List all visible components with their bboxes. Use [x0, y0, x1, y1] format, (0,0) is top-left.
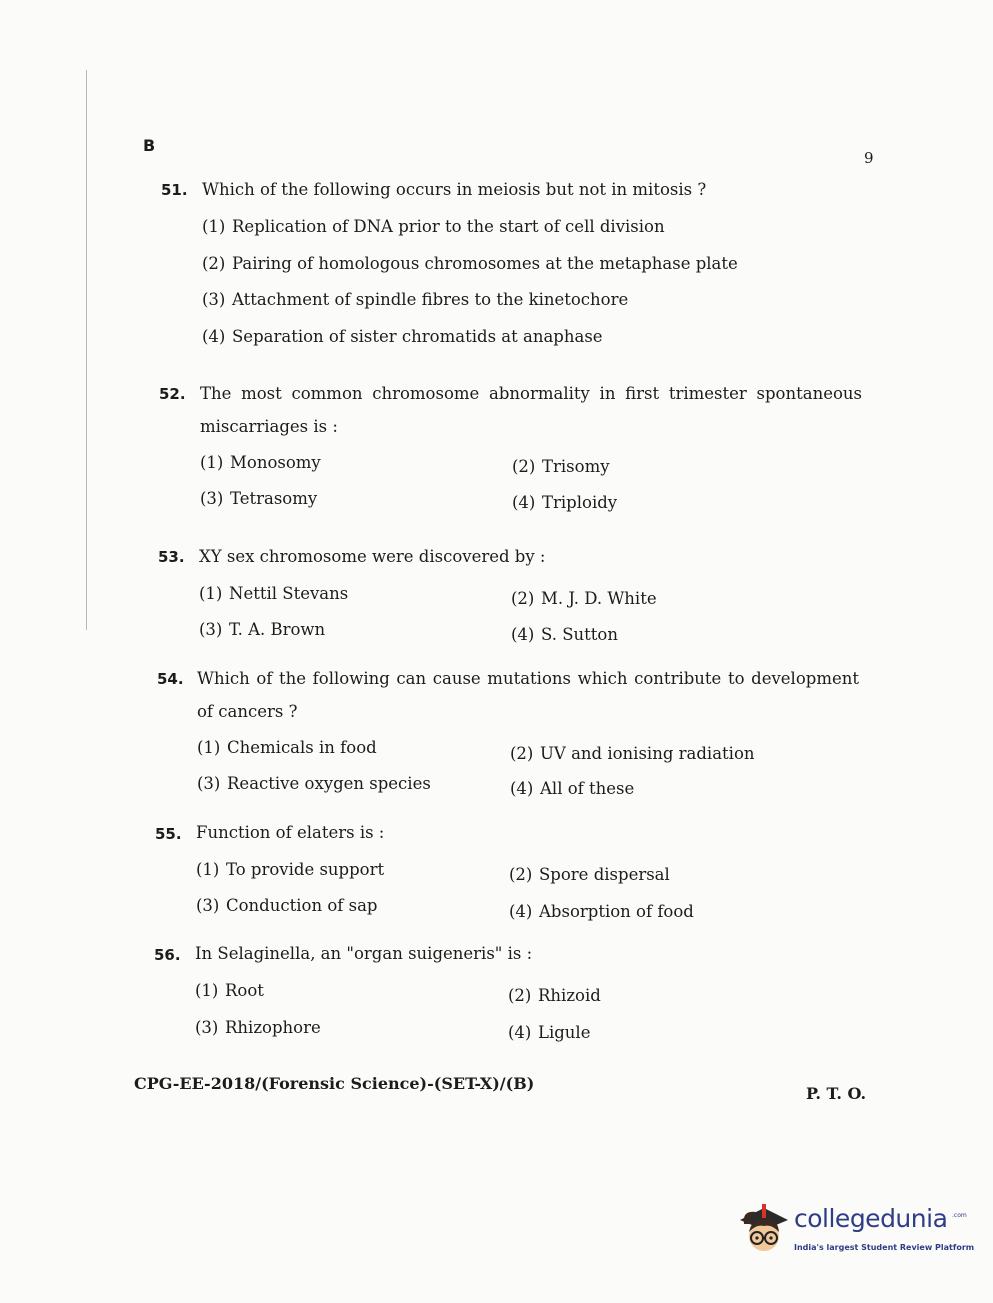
option-number: (3)	[195, 1018, 219, 1037]
option-4	[510, 779, 634, 798]
option-text: Absorption of food	[539, 902, 694, 921]
option-number: (1)	[199, 584, 223, 603]
option-2	[510, 744, 755, 763]
option-3	[199, 620, 325, 639]
option-1	[197, 738, 377, 757]
option-text: Chemicals in food	[227, 738, 377, 757]
page-number: 9	[864, 149, 874, 167]
option-1	[202, 217, 665, 236]
option-number: (1)	[202, 217, 226, 236]
option-text: Rhizoid	[538, 986, 601, 1005]
exam-code: CPG-EE-2018/(Forensic Science)-(SET-X)/(B)	[134, 1074, 535, 1093]
option-number: (3)	[199, 620, 223, 639]
option-number: (2)	[512, 457, 536, 476]
option-text: Separation of sister chromatids at anaphase	[232, 327, 603, 346]
logo-wordmark: collegedunia	[794, 1204, 948, 1233]
option-2	[508, 986, 601, 1005]
option-text: Spore dispersal	[539, 865, 670, 884]
question-number: 51.	[161, 181, 188, 199]
option-4	[512, 493, 617, 512]
option-text: Trisomy	[542, 457, 610, 476]
option-3	[197, 774, 431, 793]
question-number: 54.	[157, 670, 184, 688]
question-text: Which of the following can cause mutations which contribute to development of cancers ?	[197, 669, 859, 721]
option-number: (2)	[508, 986, 532, 1005]
option-text: Triploidy	[542, 493, 618, 512]
question-text: In Selaginella, an "organ suigeneris" is :	[195, 944, 533, 963]
option-text: Tetrasomy	[230, 489, 318, 508]
option-4	[511, 625, 618, 644]
option-text: UV and ionising radiation	[540, 744, 755, 763]
option-number: (2)	[509, 865, 533, 884]
question-text: Function of elaters is :	[196, 823, 385, 842]
option-number: (1)	[200, 453, 224, 472]
logo-tagline: India's largest Student Review Platform	[794, 1243, 975, 1252]
set-letter: B	[143, 136, 156, 155]
option-text: Rhizophore	[225, 1018, 321, 1037]
option-number: (1)	[197, 738, 221, 757]
option-text: Replication of DNA prior to the start of cell division	[232, 217, 665, 236]
option-text: Pairing of homologous chromosomes at the metaphase plate	[232, 254, 738, 273]
option-text: Nettil Stevans	[229, 584, 349, 603]
option-number: (2)	[202, 254, 226, 273]
option-text: Monosomy	[230, 453, 321, 472]
option-4	[509, 902, 694, 921]
question-number: 55.	[155, 825, 182, 843]
option-3	[200, 489, 317, 508]
option-text: Conduction of sap	[226, 896, 378, 915]
option-text: M. J. D. White	[541, 589, 657, 608]
option-text: S. Sutton	[541, 625, 618, 644]
option-number: (3)	[197, 774, 221, 793]
option-3	[196, 896, 377, 915]
option-text: Reactive oxygen species	[227, 774, 431, 793]
option-2	[512, 457, 610, 476]
option-number: (2)	[511, 589, 535, 608]
option-text: Ligule	[538, 1023, 591, 1042]
option-text: T. A. Brown	[229, 620, 326, 639]
option-number: (1)	[195, 981, 219, 1000]
question-text: XY sex chromosome were discovered by :	[199, 547, 546, 566]
mascot-icon	[734, 1198, 792, 1264]
option-number: (4)	[510, 779, 534, 798]
option-number: (2)	[510, 744, 534, 763]
option-number: (3)	[200, 489, 224, 508]
question-text: The most common chromosome abnormality in first trimester spontaneous miscarriages is :	[200, 384, 862, 436]
option-1	[200, 453, 321, 472]
option-3	[202, 290, 628, 309]
option-2	[202, 254, 738, 273]
question-number: 53.	[158, 548, 185, 566]
question-number: 52.	[159, 385, 186, 403]
option-text: To provide support	[226, 860, 385, 879]
option-number: (4)	[509, 902, 533, 921]
question-text: Which of the following occurs in meiosis but not in mitosis ?	[202, 180, 707, 199]
option-1	[196, 860, 384, 879]
option-2	[511, 589, 657, 608]
option-4	[202, 327, 603, 346]
option-number: (1)	[196, 860, 220, 879]
option-number: (3)	[202, 290, 226, 309]
option-1	[199, 584, 348, 603]
option-text: All of these	[540, 779, 635, 798]
option-text: Root	[225, 981, 264, 1000]
option-number: (3)	[196, 896, 220, 915]
option-4	[508, 1023, 590, 1042]
option-1	[195, 981, 264, 1000]
logo-domain: .com	[952, 1212, 967, 1219]
pto-label: P. T. O.	[806, 1084, 867, 1103]
option-2	[509, 865, 670, 884]
option-number: (4)	[512, 493, 536, 512]
option-number: (4)	[511, 625, 535, 644]
question-number: 56.	[154, 946, 181, 964]
option-3	[195, 1018, 321, 1037]
option-number: (4)	[508, 1023, 532, 1042]
option-number: (4)	[202, 327, 226, 346]
option-text: Attachment of spindle fibres to the kinetochore	[232, 290, 629, 309]
collegedunia-watermark	[734, 1198, 975, 1268]
scan-margin-line	[86, 70, 87, 630]
